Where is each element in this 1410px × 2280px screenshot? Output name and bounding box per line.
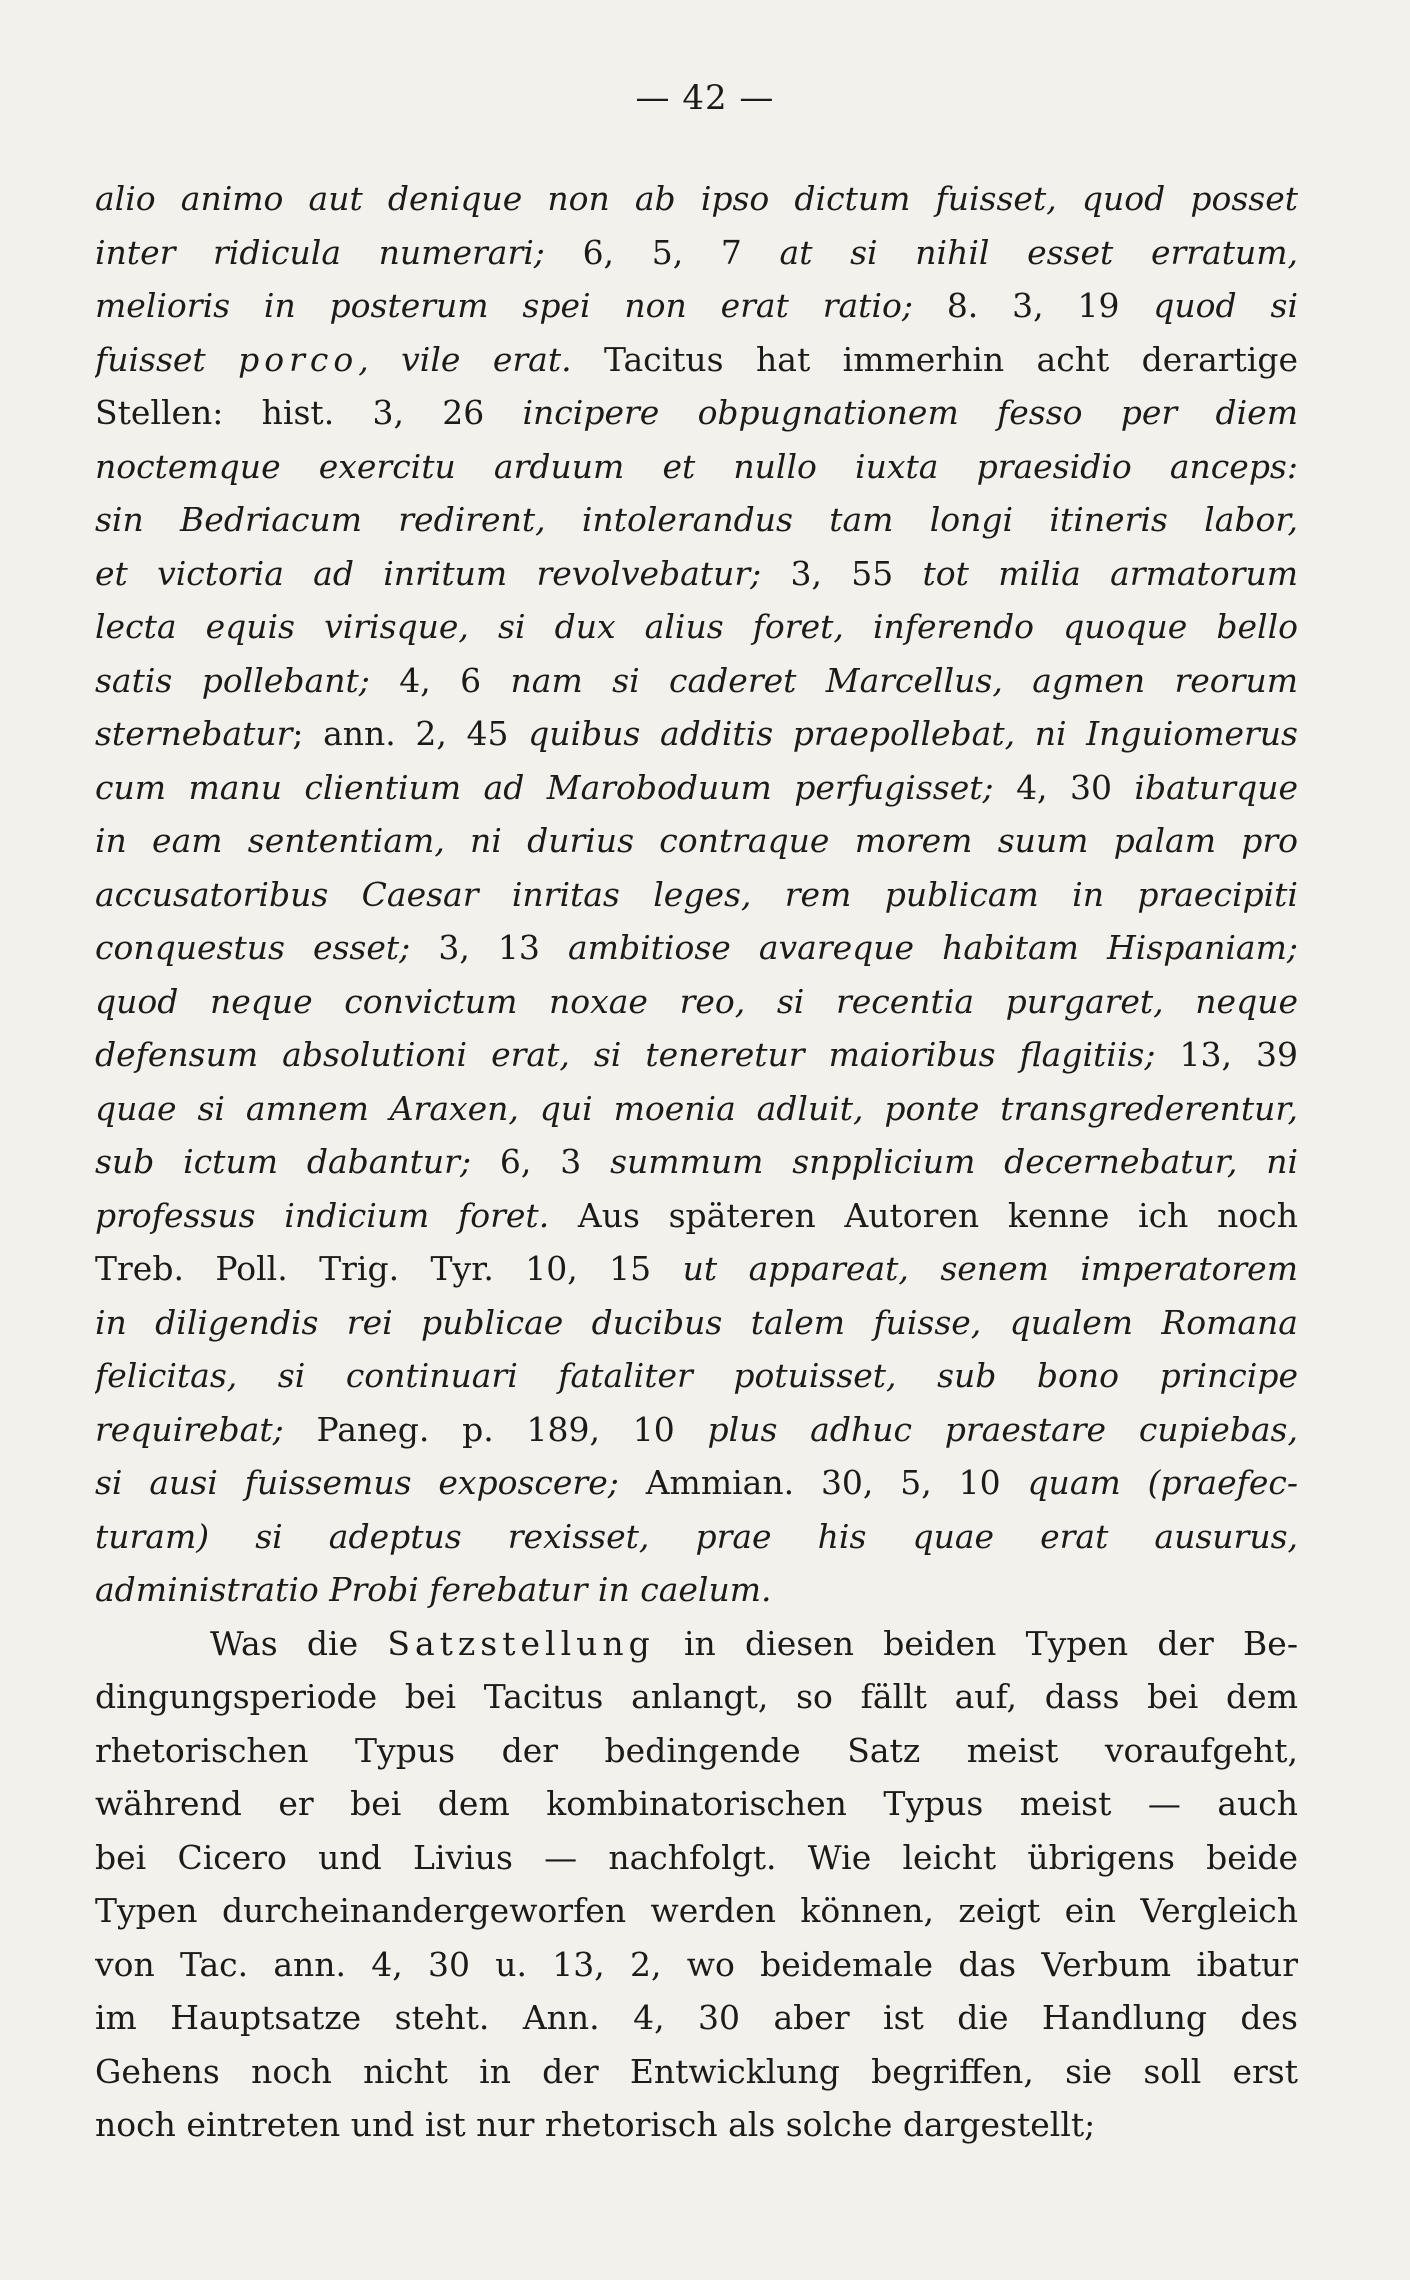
text-run: Satzstellung [387,1623,655,1663]
text-line [95,172,1298,226]
text-line [95,1831,1298,1885]
italic-text-run: defensum absolutioni erat, si teneretur maioribus flagitiis; [95,1035,1180,1074]
italic-text-run: inter ridicula numerari; [95,232,583,272]
text-line [95,707,1298,761]
text-line [95,226,1298,280]
italic-text-run: sub ictum dabantur; [95,1142,500,1181]
italic-text-run: quibus additis praepollebat, ni Inguiomerus [528,714,1298,753]
text-run: rhetorischen Typus der bedingende Satz meist voraufgeht, [95,1730,1298,1770]
italic-text-run: melioris in posterum spei non erat ratio; [95,286,947,325]
text-line [95,493,1298,547]
text-line [95,1349,1298,1403]
text-line [95,1028,1298,1082]
text-line [95,440,1298,494]
text-line [95,1991,1298,2045]
italic-text-run: fuisset [95,339,239,379]
italic-text-run: lecta equis virisque, si dux alius foret, inferendo quoque bello [95,607,1298,646]
text-line [95,1135,1298,1189]
italic-text-run: ibaturque [1134,767,1298,807]
text-run: in diesen beiden Typen der Be- [654,1623,1298,1663]
italic-text-run: at si nihil esset erratum, [779,232,1298,272]
text-line [95,547,1298,601]
text-run: 4, 6 [399,660,511,700]
text-line [95,1563,1298,1617]
text-run: während er bei dem kombinatorischen Typus meist — auch [95,1784,1298,1823]
italic-text-run: quod si [1153,286,1298,325]
italic-text-run: quod neque convictum noxae reo, si recentia purgaret, neque [95,981,1298,1021]
text-run: Typen durcheinandergeworfen werden können, zeigt ein Vergleich [95,1891,1298,1930]
text-line [95,761,1298,815]
text-run: Gehens noch nicht in der Entwicklung begriffen, sie soll erst [95,2051,1298,2091]
text-line [95,1777,1298,1831]
text-line [95,600,1298,654]
text-line [95,1242,1298,1296]
text-line [95,921,1298,975]
text-line [95,1617,1298,1671]
italic-text-run: alio animo aut denique non ab ipso dictum fuisset, quod posset [95,179,1298,218]
text-line [95,1510,1298,1564]
italic-text-run: plus adhuc praestare cupiebas, [707,1409,1298,1449]
text-run: Ammian. 30, 5, 10 [645,1463,1028,1502]
italic-text-run: cum manu clientium ad Maroboduum perfugisset; [95,767,1017,807]
text-run: Treb. Poll. Trig. Tyr. 10, 15 [95,1249,683,1288]
text-line [95,1082,1298,1136]
italic-text-run: administratio Probi ferebatur in caelum. [95,1570,772,1609]
text-run: ; ann. 2, 45 [292,714,529,753]
italic-text-run: sternebatur [95,714,293,753]
text-line [95,1296,1298,1350]
page-number: — 42 — [635,78,775,118]
italic-text-run: nam si caderet Marcellus, agmen reorum [510,660,1298,700]
italic-text-run: accusatoribus Caesar inritas leges, rem publicam in praecipiti [95,874,1298,914]
italic-text-run: porco [238,339,359,379]
text-line [95,1403,1298,1457]
text-run: Was die [210,1623,388,1663]
italic-text-run: turam) si adeptus rexisset, prae his quae erat ausurus, [95,1516,1298,1556]
text-run: 13, 39 [1179,1035,1298,1074]
italic-text-run: conquestus esset; [95,928,439,967]
text-run: Tacitus hat immerhin acht derartige [604,339,1298,379]
text-run: 6, 3 [499,1142,611,1181]
text-run: bei Cicero und Livius — nachfolgt. Wie leicht übrigens beide [95,1837,1298,1877]
text-line [95,868,1298,922]
italic-text-run: satis pollebant; [95,660,400,700]
italic-text-run: sin Bedriacum redirent, intolerandus tam longi itineris labor, [95,500,1298,539]
italic-text-run: quae si amnem Araxen, qui moenia adluit, ponte transgrederentur, [95,1088,1298,1128]
text-line [95,1884,1298,1938]
text-line [95,1938,1298,1992]
text-run: 4, 30 [1016,767,1135,807]
italic-text-run: requirebat; [95,1409,317,1449]
text-line [95,1456,1298,1510]
text-line [95,1189,1298,1243]
italic-text-run: , vile erat. [358,339,604,379]
italic-text-run: ambitiose avareque habitam Hispaniam; [567,928,1298,967]
italic-text-run: noctemque exercitu arduum et nullo iuxta praesidio anceps: [95,446,1298,486]
italic-text-run: quam (praefec- [1027,1463,1298,1502]
text-line [95,386,1298,440]
text-line [95,2098,1298,2152]
text-run: noch eintreten und ist nur rhetorisch als solche dargestellt; [95,2105,1096,2144]
text-line [95,975,1298,1029]
text-run: 6, 5, 7 [582,232,780,272]
italic-text-run: tot milia armatorum [922,553,1298,593]
text-run: 3, 55 [790,553,923,593]
italic-text-run: professus indicium foret. [95,1195,578,1235]
text-line [95,814,1298,868]
body-text [95,172,1298,2152]
text-run: Aus späteren Autoren kenne ich noch [577,1195,1298,1235]
text-run: 8. 3, 19 [946,286,1154,325]
text-line [95,1670,1298,1724]
text-run: Paneg. p. 189, 10 [316,1409,708,1449]
italic-text-run: et victoria ad inritum revolvebatur; [95,553,791,593]
text-line [95,654,1298,708]
text-line [95,2045,1298,2099]
text-run: von Tac. ann. 4, 30 u. 13, 2, wo beidemale das Verbum ibatur [95,1944,1298,1984]
italic-text-run: incipere obpugnationem fesso per diem [522,393,1298,432]
text-line [95,1724,1298,1778]
italic-text-run: in diligendis rei publicae ducibus talem fuisse, qualem Romana [95,1302,1298,1342]
text-run: Stellen: hist. 3, 26 [95,393,523,432]
italic-text-run: in eam sententiam, ni durius contraque morem suum palam pro [95,821,1298,860]
text-line [95,279,1298,333]
text-line [95,333,1298,387]
italic-text-run: summum snpplicium decernebatur, ni [610,1142,1298,1181]
italic-text-run: si ausi fuissemus exposcere; [95,1463,646,1502]
italic-text-run: ut appareat, senem imperatorem [682,1249,1298,1288]
italic-text-run: felicitas, si continuari fataliter potuisset, sub bono principe [95,1356,1298,1395]
text-run: im Hauptsatze steht. Ann. 4, 30 aber ist die Handlung des [95,1998,1298,2037]
text-run: 3, 13 [438,928,568,967]
text-run: dingungsperiode bei Tacitus anlangt, so fällt auf, dass bei dem [95,1677,1298,1716]
